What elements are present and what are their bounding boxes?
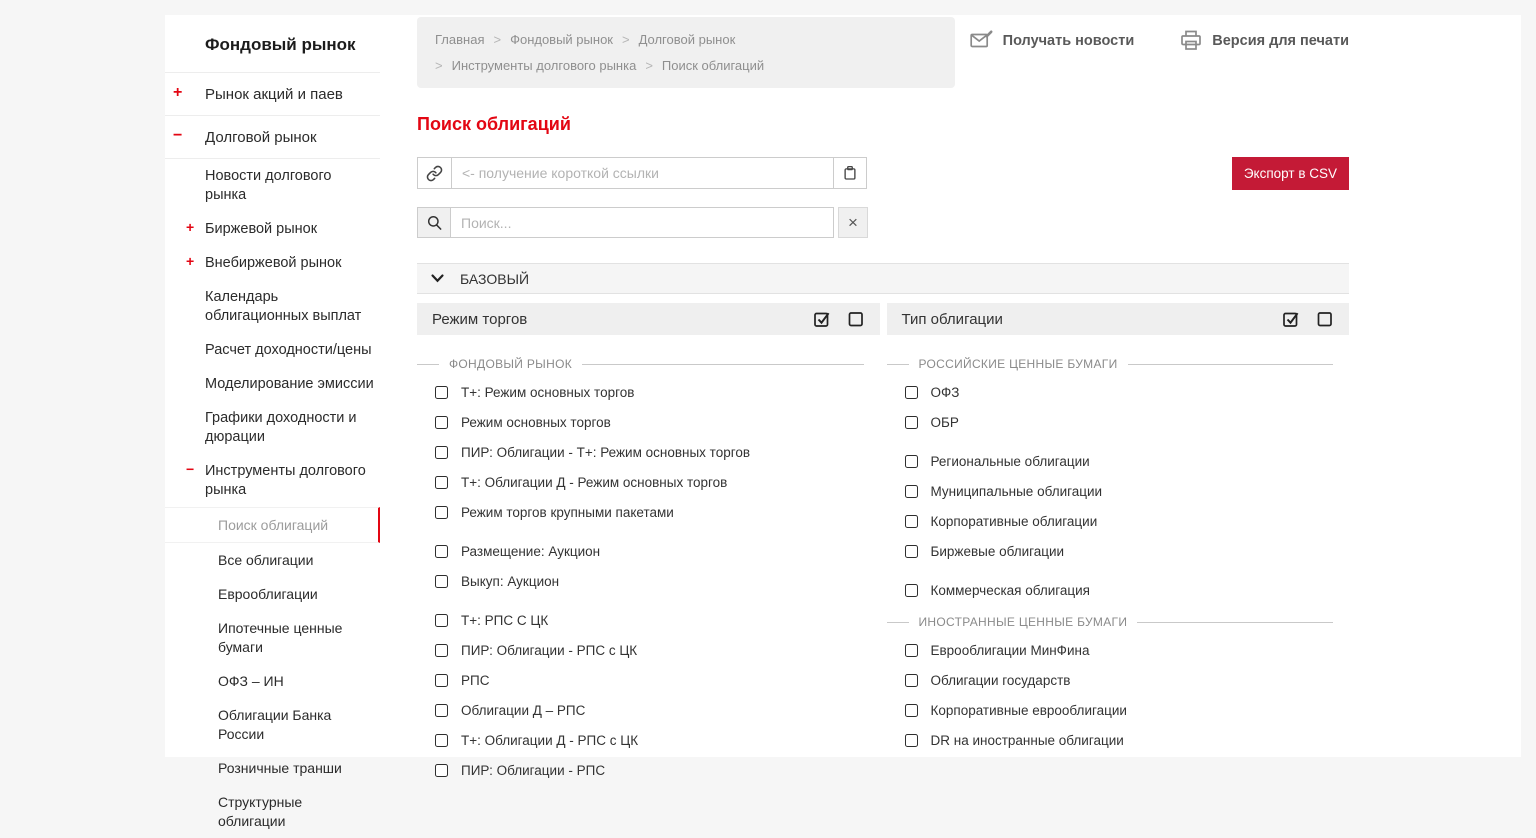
sidebar-item-label: Облигации Банка России bbox=[218, 706, 332, 742]
checkbox[interactable] bbox=[435, 446, 448, 459]
shortlink-input[interactable] bbox=[452, 158, 833, 188]
checkbox-label: ПИР: Облигации - Т+: Режим основных торгов bbox=[461, 444, 751, 460]
sidebar-item[interactable] bbox=[165, 507, 380, 543]
checkbox[interactable] bbox=[435, 674, 448, 687]
checkbox[interactable] bbox=[435, 614, 448, 627]
expander-icon[interactable]: − bbox=[173, 127, 183, 144]
filter-panel bbox=[417, 303, 880, 785]
checkbox[interactable] bbox=[905, 644, 918, 657]
divider-line bbox=[582, 364, 864, 365]
checkbox-label: Еврооблигации МинФина bbox=[930, 642, 1090, 658]
checkbox-row[interactable] bbox=[417, 437, 880, 467]
group-items bbox=[417, 605, 880, 785]
checkbox[interactable] bbox=[435, 734, 448, 747]
breadcrumb-label: Фондовый рынок bbox=[510, 32, 613, 47]
checkbox-row[interactable] bbox=[417, 665, 880, 695]
group-label: ИНОСТРАННЫЕ ЦЕННЫЕ БУМАГИ bbox=[918, 615, 1128, 629]
breadcrumb-label: Главная bbox=[435, 32, 485, 47]
sidebar-item[interactable] bbox=[165, 401, 380, 454]
sidebar-item[interactable] bbox=[165, 454, 380, 507]
checkbox-label: Региональные облигации bbox=[930, 453, 1090, 469]
checkbox[interactable] bbox=[435, 704, 448, 717]
link-button[interactable] bbox=[418, 158, 452, 188]
checkbox[interactable] bbox=[435, 644, 448, 657]
group-divider bbox=[887, 357, 1350, 371]
sidebar-menu bbox=[165, 73, 380, 838]
checkbox-label: Размещение: Аукцион bbox=[461, 543, 601, 559]
checkbox-label: Режим основных торгов bbox=[461, 414, 611, 430]
expander-icon[interactable]: + bbox=[186, 253, 195, 269]
sidebar-item-label: Календарь облигационных выплат bbox=[205, 288, 362, 324]
search-group bbox=[417, 207, 834, 238]
checkbox-row[interactable] bbox=[417, 497, 880, 527]
checkbox-label: Корпоративные облигации bbox=[930, 513, 1098, 529]
search-icon bbox=[426, 214, 443, 231]
breadcrumb-separator-icon: > bbox=[435, 58, 443, 73]
breadcrumb-item[interactable] bbox=[435, 30, 484, 49]
checkbox-label: Т+: Облигации Д - РПС с ЦК bbox=[461, 732, 639, 748]
group-items bbox=[417, 536, 880, 596]
checkbox-row[interactable] bbox=[417, 605, 880, 635]
checkbox[interactable] bbox=[435, 386, 448, 399]
select-all-button[interactable] bbox=[813, 310, 831, 328]
toolbar bbox=[417, 157, 1349, 190]
sidebar-item-label: Внебиржевой рынок bbox=[205, 254, 342, 271]
sidebar bbox=[165, 15, 380, 829]
panel-body bbox=[887, 335, 1350, 755]
clear-all-icon bbox=[847, 310, 865, 328]
checkbox-label: Т+: РПС С ЦК bbox=[461, 612, 549, 628]
printer-icon bbox=[1180, 30, 1202, 51]
clear-all-button[interactable] bbox=[847, 310, 865, 328]
checkbox[interactable] bbox=[435, 506, 448, 519]
divider-line bbox=[417, 364, 439, 365]
envelope-edit-icon bbox=[970, 30, 993, 51]
search-input[interactable] bbox=[451, 208, 833, 237]
sidebar-item-label: Все облигации bbox=[218, 551, 314, 568]
sidebar-item[interactable] bbox=[165, 280, 380, 333]
checkbox-row[interactable] bbox=[887, 725, 1350, 755]
link-icon bbox=[426, 165, 443, 182]
sidebar-item[interactable] bbox=[165, 116, 380, 159]
checkbox-row[interactable] bbox=[887, 635, 1350, 665]
checkbox-row[interactable] bbox=[887, 446, 1350, 476]
group-divider bbox=[887, 615, 1350, 629]
sidebar-item[interactable] bbox=[165, 333, 380, 367]
sidebar-item-label: ОФЗ – ИН bbox=[218, 672, 284, 689]
checkbox-row[interactable] bbox=[887, 665, 1350, 695]
clear-all-icon bbox=[1316, 310, 1334, 328]
checkbox-label: ПИР: Облигации - РПС с ЦК bbox=[461, 642, 638, 658]
checkbox-row[interactable] bbox=[417, 725, 880, 755]
close-icon: × bbox=[848, 213, 858, 232]
subscribe-news-button[interactable] bbox=[970, 30, 1135, 51]
shortlink-group bbox=[417, 157, 867, 189]
checkbox[interactable] bbox=[435, 416, 448, 429]
sidebar-item[interactable] bbox=[165, 159, 380, 212]
clear-all-button[interactable] bbox=[1316, 310, 1334, 328]
checkbox[interactable] bbox=[905, 386, 918, 399]
expander-icon[interactable]: + bbox=[186, 219, 195, 235]
checkbox-label: Т+: Режим основных торгов bbox=[461, 384, 635, 400]
sidebar-item-label: Биржевой рынок bbox=[205, 220, 318, 237]
sidebar-item-label: Структурные облигации bbox=[218, 793, 303, 829]
checkbox-row[interactable] bbox=[417, 695, 880, 725]
breadcrumb-item[interactable] bbox=[435, 56, 636, 75]
checkbox-label: Т+: Облигации Д - Режим основных торгов bbox=[461, 474, 728, 490]
subscribe-news-label: Получать новости bbox=[1002, 32, 1135, 49]
checkbox-row[interactable] bbox=[417, 755, 880, 785]
search-button[interactable] bbox=[418, 208, 451, 237]
checkbox-label: DR на иностранные облигации bbox=[930, 732, 1124, 748]
checkbox-group bbox=[417, 357, 880, 527]
panel-title: Тип облигации bbox=[901, 310, 1003, 328]
sidebar-item[interactable] bbox=[165, 577, 380, 611]
checkbox[interactable] bbox=[905, 674, 918, 687]
checkbox-row[interactable] bbox=[417, 566, 880, 596]
checkbox[interactable] bbox=[905, 515, 918, 528]
group-items bbox=[887, 377, 1350, 437]
sidebar-item[interactable] bbox=[165, 212, 380, 246]
header-actions bbox=[970, 30, 1349, 51]
checkbox-row[interactable] bbox=[887, 695, 1350, 725]
sidebar-title[interactable]: Фондовый рынок bbox=[165, 15, 380, 73]
sidebar-item[interactable] bbox=[165, 698, 380, 751]
group-items bbox=[887, 635, 1350, 755]
checkbox-label: ОБР bbox=[930, 414, 959, 430]
checkbox-label: Корпоративные еврооблигации bbox=[930, 702, 1127, 718]
sidebar-item-label: Инструменты долгового рынка bbox=[205, 462, 366, 498]
filter-panel bbox=[887, 303, 1350, 755]
select-all-icon bbox=[813, 310, 831, 328]
copy-link-button[interactable] bbox=[833, 158, 866, 188]
checkbox[interactable] bbox=[435, 575, 448, 588]
breadcrumb-label: Инструменты долгового рынка bbox=[451, 58, 637, 73]
sidebar-item[interactable] bbox=[165, 664, 380, 698]
filter-panels bbox=[417, 303, 1349, 785]
checkbox-group bbox=[417, 536, 880, 596]
select-all-icon bbox=[1282, 310, 1300, 328]
breadcrumb-label: Поиск облигаций bbox=[661, 58, 765, 73]
group-items bbox=[887, 575, 1350, 605]
search-row bbox=[417, 207, 1349, 238]
checkbox-label: Коммерческая облигация bbox=[930, 582, 1090, 598]
sidebar-item[interactable] bbox=[165, 751, 380, 785]
sidebar-item-label: Розничные транши bbox=[218, 759, 342, 776]
sidebar-item[interactable] bbox=[165, 367, 380, 401]
sidebar-item-label: Моделирование эмиссии bbox=[205, 375, 374, 392]
checkbox-label: Выкуп: Аукцион bbox=[461, 573, 560, 589]
checkbox-label: ОФЗ bbox=[930, 384, 960, 400]
panel-body bbox=[417, 335, 880, 785]
expander-icon[interactable]: − bbox=[186, 461, 195, 477]
divider-line bbox=[887, 622, 909, 623]
content-card bbox=[165, 15, 1521, 829]
sidebar-item-label: Поиск облигаций bbox=[218, 516, 329, 533]
divider-line bbox=[1128, 364, 1334, 365]
checkbox-row[interactable] bbox=[417, 635, 880, 665]
checkbox-row[interactable] bbox=[887, 476, 1350, 506]
sidebar-item-label: Рынок акций и паев bbox=[205, 85, 343, 103]
divider-line bbox=[1137, 622, 1333, 623]
checkbox-row[interactable] bbox=[417, 407, 880, 437]
select-all-button[interactable] bbox=[1282, 310, 1300, 328]
sidebar-item[interactable] bbox=[165, 785, 380, 838]
accordion-basic[interactable] bbox=[417, 263, 1349, 294]
checkbox-row[interactable] bbox=[887, 575, 1350, 605]
checkbox[interactable] bbox=[905, 416, 918, 429]
breadcrumb-item[interactable] bbox=[493, 30, 613, 49]
checkbox[interactable] bbox=[435, 476, 448, 489]
checkbox[interactable] bbox=[435, 545, 448, 558]
panel-title: Режим торгов bbox=[432, 310, 528, 328]
checkbox-group bbox=[887, 615, 1350, 755]
checkbox[interactable] bbox=[905, 704, 918, 717]
filter-panel-header bbox=[417, 303, 880, 335]
checkbox-group bbox=[887, 446, 1350, 566]
checkbox-label: Облигации государств bbox=[930, 672, 1071, 688]
breadcrumb-separator-icon: > bbox=[493, 32, 502, 47]
checkbox-row[interactable] bbox=[417, 536, 880, 566]
export-csv-button[interactable]: Экспорт в CSV bbox=[1232, 157, 1349, 190]
checkbox-row[interactable] bbox=[887, 377, 1350, 407]
clipboard-icon bbox=[841, 164, 859, 182]
sidebar-item[interactable] bbox=[165, 246, 380, 280]
divider-line bbox=[887, 364, 909, 365]
print-version-button[interactable] bbox=[1180, 30, 1349, 51]
checkbox-label: РПС bbox=[461, 672, 490, 688]
breadcrumb-separator-icon: > bbox=[621, 32, 630, 47]
breadcrumb-label: Долговой рынок bbox=[638, 32, 736, 47]
checkbox-label: Биржевые облигации bbox=[930, 543, 1065, 559]
main-content bbox=[380, 15, 1349, 778]
sidebar-item[interactable] bbox=[165, 611, 380, 664]
checkbox-group bbox=[887, 575, 1350, 605]
breadcrumb-separator-icon: > bbox=[645, 58, 653, 73]
checkbox-label: Муниципальные облигации bbox=[930, 483, 1103, 499]
checkbox-row[interactable] bbox=[417, 377, 880, 407]
checkbox[interactable] bbox=[905, 485, 918, 498]
checkbox-label: Облигации Д – РПС bbox=[461, 702, 586, 718]
chevron-down-icon bbox=[431, 274, 444, 283]
group-items bbox=[887, 446, 1350, 566]
sidebar-item-label: Новости долгового рынка bbox=[205, 167, 332, 203]
breadcrumb bbox=[417, 17, 955, 88]
expander-icon[interactable]: + bbox=[173, 84, 183, 101]
checkbox[interactable] bbox=[905, 455, 918, 468]
checkbox-group bbox=[417, 605, 880, 785]
group-items bbox=[417, 377, 880, 527]
clear-search-button[interactable] bbox=[838, 207, 868, 238]
breadcrumb-item[interactable] bbox=[645, 56, 764, 75]
checkbox-row[interactable] bbox=[887, 536, 1350, 566]
print-version-label: Версия для печати bbox=[1212, 32, 1349, 49]
checkbox-label: ПИР: Облигации - РПС bbox=[461, 762, 606, 778]
checkbox[interactable] bbox=[435, 764, 448, 777]
checkbox-row[interactable] bbox=[417, 467, 880, 497]
sidebar-item-label: Ипотечные ценные бумаги bbox=[218, 619, 343, 655]
checkbox-row[interactable] bbox=[887, 407, 1350, 437]
header-row bbox=[417, 17, 1349, 88]
checkbox-group bbox=[887, 357, 1350, 437]
sidebar-item[interactable] bbox=[165, 73, 380, 116]
filter-panel-header bbox=[887, 303, 1350, 335]
accordion-label: БАЗОВЫЙ bbox=[460, 270, 530, 287]
breadcrumb-item[interactable] bbox=[622, 30, 735, 49]
sidebar-item-label: Долговой рынок bbox=[205, 128, 317, 146]
sidebar-item-label: Еврооблигации bbox=[218, 585, 318, 602]
checkbox[interactable] bbox=[905, 584, 918, 597]
group-label: ФОНДОВЫЙ РЫНОК bbox=[449, 357, 572, 371]
page-title: Поиск облигаций bbox=[417, 114, 571, 134]
sidebar-item-label: Расчет доходности/цены bbox=[205, 341, 372, 358]
group-label: РОССИЙСКИЕ ЦЕННЫЕ БУМАГИ bbox=[918, 357, 1118, 371]
checkbox[interactable] bbox=[905, 545, 918, 558]
sidebar-item[interactable] bbox=[165, 543, 380, 577]
group-divider bbox=[417, 357, 880, 371]
sidebar-item-label: Графики доходности и дюрации bbox=[205, 409, 357, 445]
checkbox-row[interactable] bbox=[887, 506, 1350, 536]
checkbox-label: Режим торгов крупными пакетами bbox=[461, 504, 674, 520]
checkbox[interactable] bbox=[905, 734, 918, 747]
